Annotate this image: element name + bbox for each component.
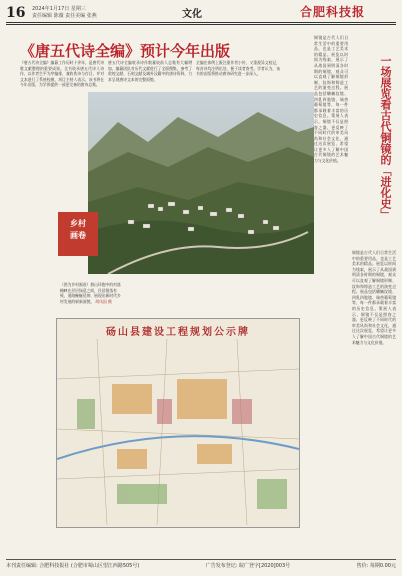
article-column-3 [196, 60, 280, 88]
editor-line: 责任编辑 陈薇 责任美编 张燕 [32, 13, 97, 19]
right-article-paragraph: 铜镜是古代人们日常生活中的重要用品，也是工艺美术的精品。展览以时间为线索，展示了从战国到明清各时期的铜镜，观众可以直观了解铜镜形制、纹饰和铸造工艺的演变过程。展品包括蟠螭纹镜、四乳四虺镜、瑞兽葡萄镜等，每一件都承载着丰富的历史信息。策展人表示，铜镜不仅是照容之器，更反映了不同时代的审美风尚和社会文化，通过这次展览，希望让更多人了解中国古代铜镜的艺术魅力与文化价值。 [314, 35, 348, 164]
section-name: 文化 [182, 9, 202, 20]
village-landscape-image [88, 92, 314, 274]
rural-scene-label-box [58, 212, 98, 256]
article-column-1 [20, 60, 104, 88]
planning-map [56, 318, 300, 528]
right-article-body-b [352, 250, 396, 555]
right-article-paragraph: 铜镜是古代人们日常生活中的重要用品，也是工艺美术的精品。展览以时间为线索，展示了从战国到明清各时期的铜镜，观众可以直观了解铜镜形制、纹饰和铸造工艺的演变过程。展品包括蟠螭纹镜、四乳四虺镜、瑞兽葡萄镜等，每一件都承载着丰富的历史信息。策展人表示，铜镜不仅是照容之器，更反映了不同时代的审美风尚和社会文化，通过这次展览，希望让更多人了解中国古代铜镜的艺术魅力与文化价值。 [352, 250, 396, 345]
footer-ad-license: 广告发布登记: 皖广登字[2020]003号 [205, 563, 291, 569]
caption-text: （图为乡村画卷）群山环抱中的村落掩映在层层绿意之间，民居错落有致，道路蜿蜒延伸，展现出新时代乡村发展的崭新面貌。 [60, 282, 121, 304]
village-photo [88, 92, 314, 274]
label-line-2: 画卷 [70, 231, 86, 240]
label-line-1: 乡村 [70, 219, 86, 228]
article-title: 《唐五代诗全编》预计今年出版 [20, 42, 231, 60]
footer-price: 售价: 每期0.00元 [356, 563, 396, 569]
map-title: 砀山县建设工程规划公示牌 [106, 327, 250, 338]
issue-date: 2024年1月17日 星期三 [32, 6, 86, 12]
map-drawing [57, 339, 299, 525]
footer [6, 562, 396, 570]
header-rule-thin [6, 24, 396, 25]
right-article-title: 一场展览看古代铜镜的「进化史」 [379, 55, 392, 220]
article-column-2 [108, 60, 192, 88]
header-rule [6, 22, 396, 23]
page-number: 16 [6, 5, 26, 21]
article-paragraph: 唐五代诗全编收录诗作数量较前人总集有大幅增加，编纂团队对历代文献进行了全面搜集，参考了敦煌文献、石刻文献及域外汉籍中的唐诗资料，力求呈现唐诗文本的完整面貌。 [108, 60, 192, 82]
photo-author: 胡凤国 摄 [95, 298, 112, 304]
footer-rule [6, 559, 396, 560]
footer-publisher: 本刊责任编辑: 合肥科技报社 (合肥市蜀山区望江西路505号) [6, 563, 140, 569]
article-paragraph: 《唐五代诗全编》编纂工作历时十余年，是唐代诗歌文献整理的重要成果。全书收录唐五代诗人诗作，以作者生平为序编排，兼收佚诗与存目，并对文本进行了系统校勘。项目主持人表示，该书将在今年出版，为学界提供一部更完备的唐诗总集。 [20, 60, 104, 88]
article-paragraph: 全编在体例上既注重作者小传，又重视异文校记，每首诗均注明出处，便于读者查考。学者认为，该书的出版将推动唐诗研究进一步深入。 [196, 60, 280, 77]
issue-info [32, 6, 97, 20]
photo-caption [60, 282, 122, 304]
masthead-logo: 合肥科技报 [300, 5, 366, 19]
right-article-body-a [314, 35, 348, 555]
